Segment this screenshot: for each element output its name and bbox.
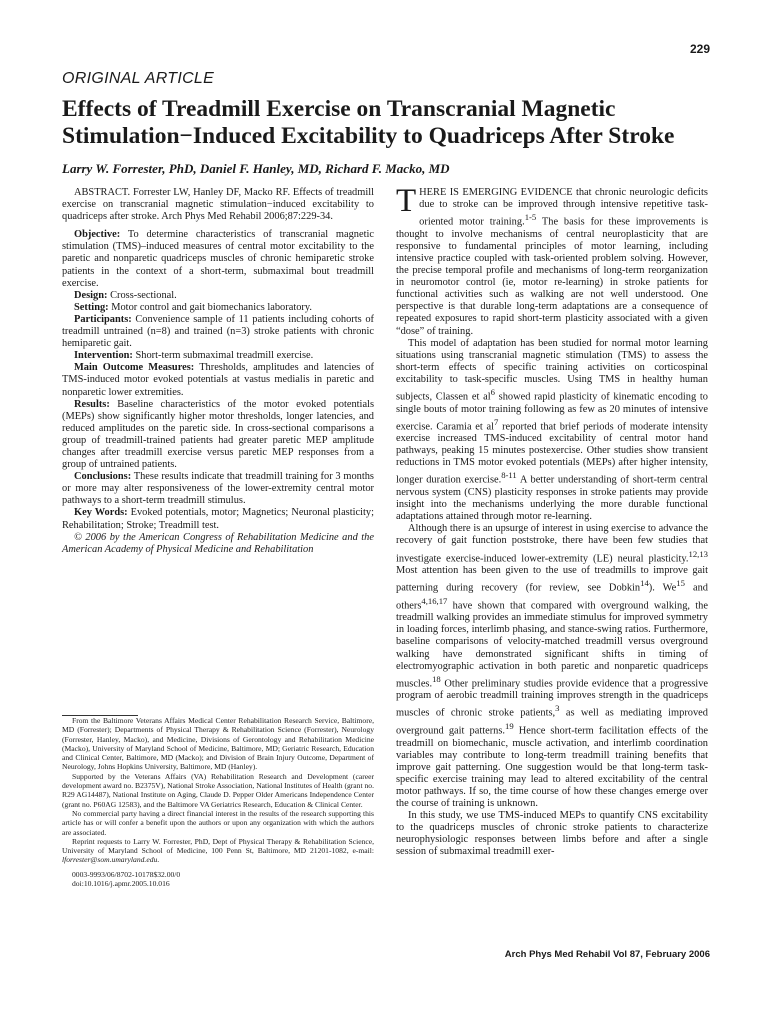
outcome-label: Main Outcome Measures: [74,362,195,374]
article-title: Effects of Treadmill Exercise on Transcranial Magnetic Stimulation−Induced Excitability to Quadriceps After Stroke [62,96,675,149]
body-paragraph-3 [396,523,708,810]
journal-footer: Arch Phys Med Rehabil Vol 87, February 2006 [504,949,710,960]
abstract-conclusions [62,471,374,507]
keywords-text: Evoked potentials, motor; Magnetics; Neuronal plasticity; Rehabilitation; Stroke; Treadmill test. [62,507,374,531]
body-text: reported that brief periods of moderate intensity exercise increased TMS-induced excitability of central motor hand pathways, peaking 15 minutes postexercise. Other studies show transient reductions in TMS motor evoked potentials (MEPs) after higher intensity, longer duration exercise. [396,421,708,486]
abstract-objective [62,229,374,289]
keywords-label: Key Words: [74,507,128,519]
objective-text: To determine characteristics of transcranial magnetic stimulation (TMS)–induced measures of central motor excitability to the paretic and nonparetic quadriceps muscles of chronic hemiparetic stroke patients in the context of a short-term, submaximal bout treadmill exercise. [62,229,374,289]
body-text: Most attention has been given to the use of treadmills to improve gait patterning during recovery (for review, see Dobkin [396,565,708,594]
intervention-label: Intervention: [74,350,133,362]
body-text: This model of adaptation has been studied for normal motor learning situations using transcranial magnetic stimulation (TMS) to assess the short-term effects of specific training activities on corticospinal excitability to task-specific muscles. Using TMS in healthy human subjects, Classen et al [396,337,708,403]
body-text: and others [396,582,708,612]
abstract-outcome [62,362,374,398]
objective-label: Objective: [74,229,121,241]
abstract-participants [62,314,374,350]
citation-ref: 15 [676,578,685,589]
abstract-design [62,290,374,302]
participants-label: Participants: [74,313,132,325]
page-number: 229 [689,42,710,56]
conclusions-label: Conclusions: [74,471,132,483]
footnote-issn: 0003-9993/06/8702-10178$32.00/0 [72,869,181,879]
citation-ref: 6 [490,386,495,397]
reprint-email-link[interactable]: lforrester@som.umaryland.edu [62,855,158,865]
drop-cap: T [396,183,417,219]
body-paragraph-2 [396,338,708,524]
abstract-copyright: © 2006 by the American Congress of Rehabilitation Medicine and the American Academy of Physical Medicine and Rehabilitation [62,531,374,555]
outcome-text: Thresholds, amplitudes and latencies of TMS-induced motor evoked potentials at vastus medialis in paretic and nonparetic lower extremities. [62,362,374,398]
abstract-keywords [62,507,374,531]
citation-ref: 18 [432,673,441,684]
results-label: Results: [74,398,110,410]
body-text: A better understanding of short-term central nervous system (CNS) plasticity responses in stroke patients may provide insight into the mechanisms underlying the more durable functional adaptations attained through motor re-learning. [396,474,709,523]
body-text: Other preliminary studies provide evidence that a progressive program of aerobic treadmill training improves strength in the quadriceps muscles of chronic stroke patients, [396,678,708,719]
citation-ref: 19 [505,720,514,731]
abstract-results [62,399,374,472]
citation-ref: 1-5 [524,212,537,223]
results-text: Baseline characteristics of the motor evoked potentials (MEPs) show significantly higher motor thresholds, longer latencies, and reduced amplitudes on the paretic side. In cross-sectional comparisons a group of treadmill-trained patients had greater paretic MEP amplitude changes after treadmill exercise versus paretic MEP responses from a group of untrained patients. [62,398,374,471]
body-text: Although there is an upsurge of interest in using exercise to advance the recovery of gait function poststroke, there have been few studies that investigate exercise-induced lower-extremity (LE) neural plasticity. [396,523,708,564]
design-text: Cross-sectional. [110,289,177,301]
abstract-column [62,187,374,556]
footnotes [62,716,374,888]
citation-ref: 3 [555,703,560,714]
body-paragraph-4: In this study, we use TMS-induced MEPs to quantify CNS excitability to the quadriceps muscles of chronic stroke patients to characterize neurophysiologic responses between limbs before and after a single session of submaximal treadmill exer- [396,810,708,858]
abstract-citation: ABSTRACT. Forrester LW, Hanley DF, Macko RF. Effects of treadmill exercise on transcranial magnetic stimulation−induced excitability to quadriceps after stroke. Arch Phys Med Rehabil 2006;87:229-34. [62,187,374,223]
author-list: Larry W. Forrester, PhD, Daniel F. Hanley, MD, Richard F. Macko, MD [62,161,450,176]
body-text: ). We [648,582,677,594]
footnote-support: Supported by the Veterans Affairs (VA) Rehabilitation Research and Development (career development award no. B2375V), National Stroke Association, National Institutes of Health (grant no. R29 AG14487), National Institute on Aging, Claude D. Pepper Older Americans Independence Center (grant no. P60AG 12583), and the Baltimore VA Geriatrics Research, Education & Clinical Center. [62,771,374,809]
body-paragraph-1 [396,183,708,338]
setting-label: Setting: [74,301,109,313]
abstract-intervention [62,350,374,362]
setting-text: Motor control and gait biomechanics laboratory. [111,301,312,313]
design-label: Design: [74,289,108,301]
section-label: ORIGINAL ARTICLE [62,70,215,87]
intervention-text: Short-term submaximal treadmill exercise. [135,350,314,362]
body-column [396,183,709,858]
footnote-doi[interactable]: doi:10.1016/j.apmr.2005.10.016 [72,879,170,889]
body-text: have shown that compared with overground walking, the treadmill walking provides an immediate stimulus for improved symmetry in loading forces, interlimb phasing, and stance-swing ratios. Furthermore, baseline comparisons of velocity-matched treadmill versus overground walking have demonstrated significant shifts in timing of electromyographic activation in both paretic and nonparetic quadriceps muscles. [396,600,708,690]
footnote-affiliation: From the Baltimore Veterans Affairs Medical Center Rehabilitation Research Service, Baltimore, MD (Forrester); Departments of Physical Therapy & Rehabilitation Science (Forrester), Neurology (Forrester, Hanley, Macko), and Medicine, Divisions of Gerontology and Rehabilitation Medicine (Macko), University of Maryland School of Medicine, Baltimore, MD; Geriatric Research, Education and Clinical Center, Baltimore, MD (Macko); and Division of Brain Injury Outcome, Department of Neurology, Johns Hopkins University, Baltimore, MD (Hanley). [62,716,374,772]
body-text: Hence short-term facilitation effects of the treadmill on biomechanic, muscle activation, and interlimb coordination variables may contribute to long-term treadmill training benefits that improve gait patterning. One suggestion would be that long-term task-specific exercise training may lead to altered excitability of the central motor pathways. If so, the time course of how these changes emerge over the course of training is unknown. [396,725,709,809]
body-text: The basis for these improvements is thought to involve mechanisms of central neuroplasticity that are responsive to fundamental principles of motor learning, including intensive practice coupled with task-oriented problem solving. However, the precise temporal profile and mechanisms of long-term reorganization in neuromotor control (ie, motor re-learning) in stroke patients for functional activities such as walking are not well understood. One perspective is that durable long-term adaptations are a consequence of repeated exposures to rapid short-term plasticity associated with a given “dose” of training. [396,216,708,337]
footnote-reprint: Reprint requests to Larry W. Forrester, PhD, Dept of Physical Therapy & Rehabilitation Science, University of Maryland School of Medicine, 100 Penn St, Baltimore, MD 21201-1082, e-mail: lforrester@som.umaryland.edu. [62,836,374,865]
lead-caps: HERE IS EMERGING EVIDENCE [419,187,573,198]
reprint-text: Reprint requests to Larry W. Forrester, PhD, Dept of Physical Therapy & Rehabilitation Science, University of Maryland School of Medicine, 100 Penn St, Baltimore, MD 21201-1082, e-mail: [62,836,374,856]
citation-ref: 8-11 [501,470,517,481]
citation-ref: 7 [494,416,499,427]
conclusions-text: These results indicate that treadmill training for 3 months or more may alter responsiveness of the lower-extremity central motor pathways to a short-term treadmill stimulus. [62,471,374,507]
citation-ref: 14 [640,578,649,589]
citation-ref: 4,16,17 [421,595,448,606]
footnote-conflict: No commercial party having a direct financial interest in the results of the research supporting this article has or will confer a benefit upon the authors or upon any organization with which the authors are associated. [62,808,374,837]
citation-ref: 12,13 [688,548,708,559]
body-text: that chronic neurologic deficits due to stroke can be improved through intensive repetitive task-oriented motor training. [419,187,708,228]
body-text: showed rapid plasticity of kinematic encoding to single bouts of motor training following as few as 20 minutes of intensive exercise. Caramia et al [396,391,709,433]
participants-text: Convenience sample of 11 patients including cohorts of treadmill untrained (n=8) and trained (n=3) stroke patients with chronic hemiparetic gait. [62,313,374,350]
abstract-setting [62,302,374,314]
body-text: as well as mediating improved overground gait patterns. [396,707,708,737]
